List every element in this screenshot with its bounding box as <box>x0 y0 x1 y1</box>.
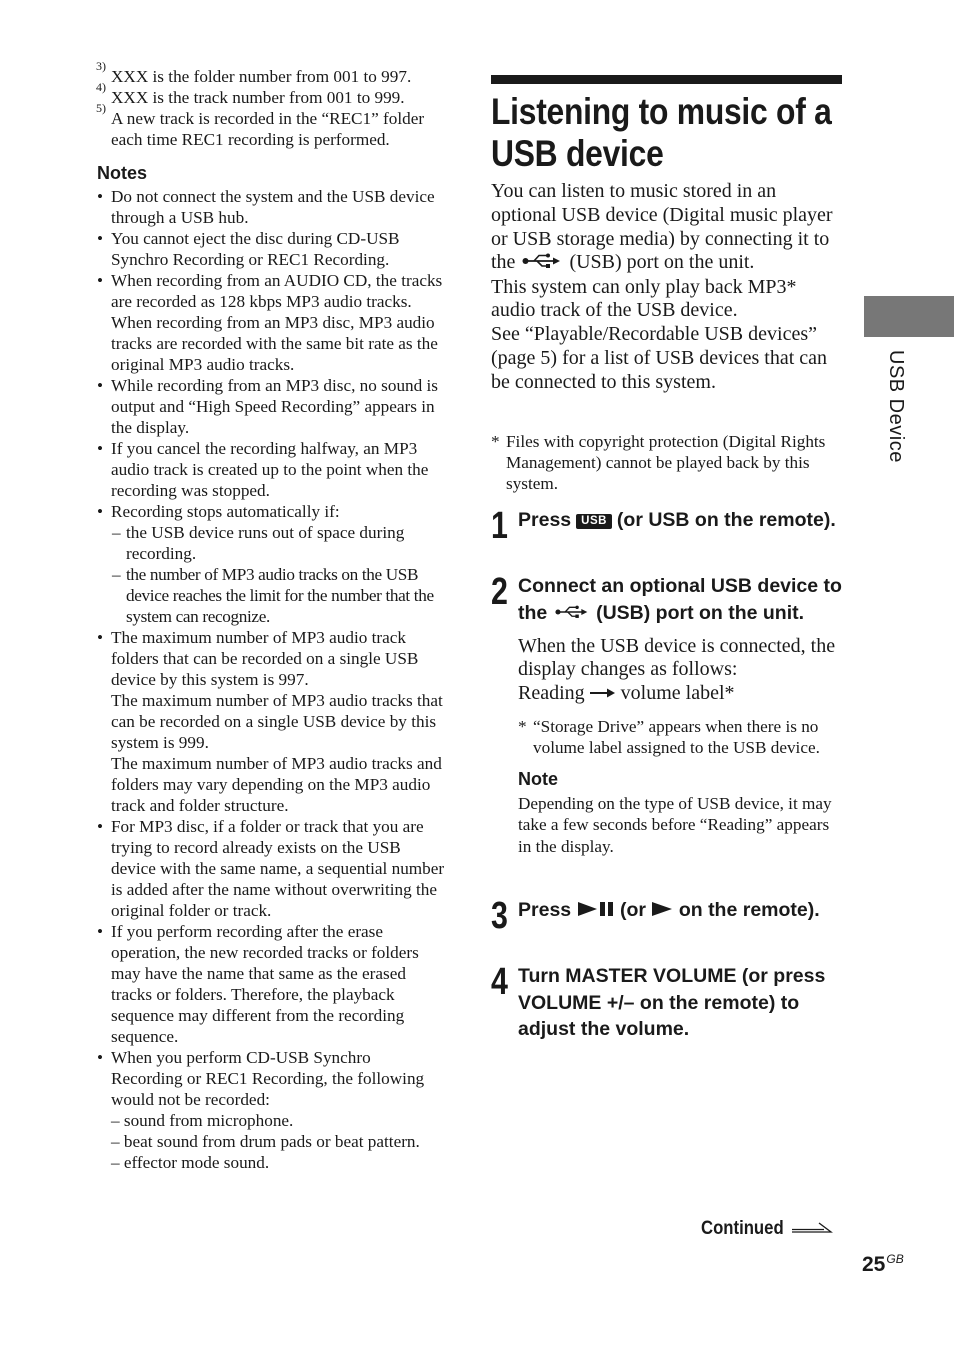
step-number: 3 <box>491 895 508 937</box>
intro-text-3: See “Playable/Recordable USB devices” (page 5) for a list of USB devices that can be connected to this system. <box>491 323 828 393</box>
continued-arrow-icon <box>791 1218 833 1240</box>
sub-item-text: the number of MP3 audio tracks on the USB device reaches the limit for the number that the system can recognize. <box>126 565 434 626</box>
sub-item: – effector mode sound. <box>111 1153 270 1172</box>
note-text: For MP3 disc, if a folder or track that you are trying to record already exists on the USB device with the same name, a sequential number is added after the name without overwriting the original folder or track. <box>111 817 445 920</box>
step-instruction: Turn MASTER VOLUME (or press VOLUME +/– on the remote) to adjust the volume. <box>518 965 826 1040</box>
footnote-mark: * <box>491 432 500 451</box>
intro-text-2: This system can only play back MP3* audio track of the USB device. <box>491 275 797 322</box>
note-text: If you cancel the recording halfway, an MP3 audio track is created up to the point when the recording was stopped. <box>111 439 429 500</box>
step-number: 2 <box>491 571 508 613</box>
step-instruction <box>518 897 846 924</box>
sub-item: – the number of MP3 audio tracks on the USB device reaches the limit for the number that the system can recognize. <box>112 565 434 626</box>
note-text: When you perform CD-USB Synchro Recording or REC1 Recording, the following would not be recorded: <box>111 1048 425 1109</box>
note-text: Do not connect the system and the USB device through a USB hub. <box>111 187 435 227</box>
footnote-text: XXX is the folder number from 001 to 997. <box>111 67 412 86</box>
sub-item-text: the USB device runs out of space during recording. <box>126 523 405 563</box>
sub-item: – the USB device runs out of space during recording. <box>112 523 405 563</box>
footnote-text: A new track is recorded in the “REC1” folder each time REC1 recording is performed. <box>111 109 425 149</box>
footnote-mark: 4) <box>96 80 106 94</box>
step-body <box>518 635 846 706</box>
note-item: • If you perform recording after the erase operation, the new recorded tracks or folders may have the name that same as the erased tracks or folders. Therefore, the playback sequence may different from the recording sequence. <box>97 922 419 1046</box>
note-text: When recording from an AUDIO CD, the tracks are recorded as 128 kbps MP3 audio tracks. <box>111 271 443 311</box>
usb-trident-icon <box>522 252 562 276</box>
footnote-text: XXX is the track number from 001 to 999. <box>111 88 405 107</box>
sub-item-text: beat sound from drum pads or beat pattern. <box>123 1132 420 1151</box>
right-arrow-icon <box>590 682 616 706</box>
intro-text-1 <box>491 180 841 276</box>
step-text: (or <box>619 899 646 921</box>
intro-footnote <box>491 431 841 494</box>
note-item: • You cannot eject the disc during CD-USB Synchro Recording or REC1 Recording. <box>97 229 400 269</box>
title-line-1: Listening to music of a <box>491 91 832 132</box>
usb-trident-icon <box>555 600 589 627</box>
step-body-text: When the USB device is connected, the display changes as follows: <box>518 634 836 681</box>
footnote-text: Files with copyright protection (Digital Rights Management) cannot be played back by this system. <box>506 432 826 493</box>
title-rule <box>491 75 842 84</box>
usb-button: USB <box>576 514 612 529</box>
section-tab <box>864 296 954 337</box>
page-number-value: 25 <box>862 1253 886 1276</box>
note-text: You cannot eject the disc during CD-USB Synchro Recording or REC1 Recording. <box>111 229 400 269</box>
note-continuation: The maximum number of MP3 audio tracks and folders may vary depending on the MP3 audio track and folder structure. <box>111 754 442 815</box>
note-item: • For MP3 disc, if a folder or track that you are trying to record already exists on the USB device with the same name, a sequential number is added after the name without overwriting the original folder or track. <box>97 817 445 920</box>
step-text: (or USB on the remote). <box>616 509 836 531</box>
title-line-2: USB device <box>491 133 664 174</box>
footnote-3 <box>96 59 446 87</box>
sub-item-text: sound from microphone. <box>123 1111 294 1130</box>
note-item: • When recording from an AUDIO CD, the tracks are recorded as 128 kbps MP3 audio tracks. <box>97 271 443 311</box>
footnote-5 <box>96 101 446 150</box>
step-text: on the remote). <box>678 899 820 921</box>
intro-paragraph <box>491 180 841 395</box>
note-text: While recording from an MP3 disc, no sound is output and “High Speed Recording” appears in the display. <box>111 376 438 437</box>
display-state-to: volume label* <box>620 681 735 704</box>
note-item: • Recording stops automatically if: <box>97 502 340 521</box>
step-text: Press <box>518 509 572 531</box>
step-3 <box>491 895 846 937</box>
page-title <box>491 91 832 175</box>
footnote-text: “Storage Drive” appears when there is no volume label assigned to the USB device. <box>533 716 820 757</box>
notes-heading: Notes <box>97 163 148 183</box>
continued-indicator <box>701 1218 833 1240</box>
sub-item: – sound from microphone. <box>111 1111 294 1130</box>
intro-text-after: (USB) port on the unit. <box>569 251 755 274</box>
sub-item-text: effector mode sound. <box>123 1153 270 1172</box>
step-number: 4 <box>491 961 508 1003</box>
note-text: Recording stops automatically if: <box>111 502 340 521</box>
step-text: (USB) port on the unit. <box>596 601 805 624</box>
step-footnote <box>518 716 846 758</box>
note-item: • While recording from an MP3 disc, no sound is output and “High Speed Recording” appears in the display. <box>97 376 438 437</box>
display-state-from: Reading <box>518 681 585 704</box>
step-text: Press <box>518 899 572 921</box>
step-text: Connect an optional USB device to the <box>518 575 842 624</box>
step-2 <box>491 573 846 857</box>
step-4 <box>491 963 846 1043</box>
footnote-mark: * <box>518 716 527 736</box>
continued-label: Continued <box>701 1218 784 1239</box>
step-number: 1 <box>491 505 508 547</box>
play-icon <box>651 898 673 925</box>
note-item: • Do not connect the system and the USB device through a USB hub. <box>97 187 435 227</box>
play-pause-icon <box>577 898 615 925</box>
note-item: • When you perform CD-USB Synchro Recording or REC1 Recording, the following would not be recorded: <box>97 1048 425 1109</box>
left-column <box>96 59 446 1173</box>
footnote-4 <box>96 80 446 108</box>
page-number-suffix: GB <box>886 1252 904 1266</box>
section-tab-label <box>884 350 908 490</box>
note-text: If you perform recording after the erase operation, the new recorded tracks or folders may have the name that same as the erased tracks or folders. Therefore, the playback sequence may different from the recording sequence. <box>111 922 419 1046</box>
step-instruction <box>518 507 846 534</box>
footnote-mark: 3) <box>96 59 106 73</box>
step-1 <box>491 505 846 547</box>
note-item: • If you cancel the recording halfway, an MP3 audio track is created up to the point when the recording was stopped. <box>97 439 429 500</box>
footnote-mark: 5) <box>96 101 106 115</box>
note-body: Depending on the type of USB device, it may take a few seconds before “Reading” appears in the display. <box>518 793 832 856</box>
section-tab-text: USB Device <box>885 350 907 463</box>
note-item: • The maximum number of MP3 audio track folders that can be recorded on a single USB device by this system is 997. <box>97 628 419 689</box>
note-text: The maximum number of MP3 audio track folders that can be recorded on a single USB device by this system is 997. <box>111 628 419 689</box>
step-instruction <box>518 573 846 627</box>
sub-item: – beat sound from drum pads or beat pattern. <box>111 1132 420 1151</box>
intro-text-before: You can listen to music stored in an optional USB device (Digital music player or USB storage media) by connecting it to the <box>491 180 833 274</box>
note-continuation: The maximum number of MP3 audio tracks that can be recorded on a single USB device by this system is 999. <box>111 691 443 752</box>
note-heading: Note <box>518 768 558 789</box>
note-continuation: When recording from an MP3 disc, MP3 audio tracks are recorded with the same bit rate as the original MP3 audio tracks. <box>111 313 438 374</box>
page-number <box>862 1252 904 1277</box>
